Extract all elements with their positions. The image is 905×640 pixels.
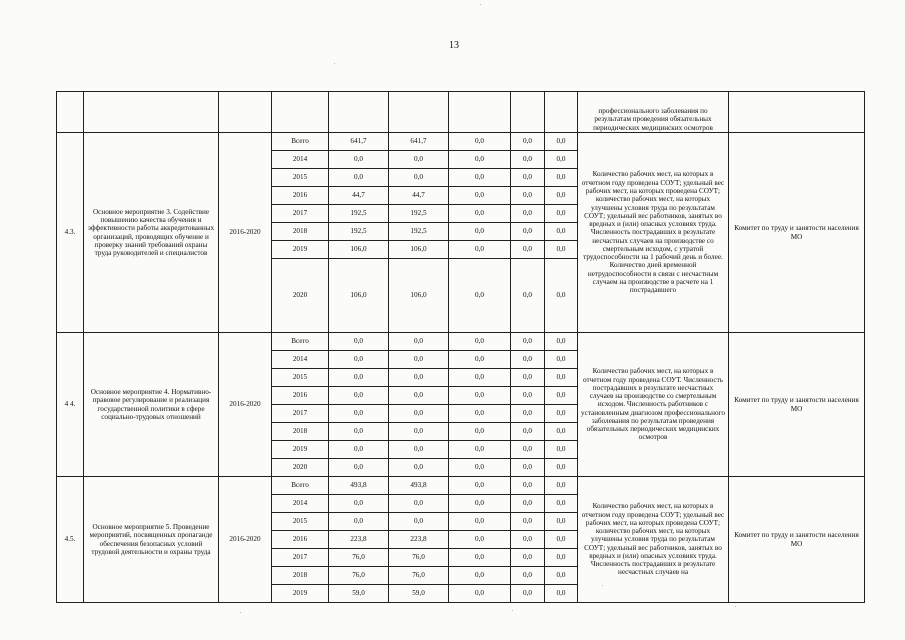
section-responsible: Комитет по труду и занятости населения МО xyxy=(729,477,865,603)
amount-cell: 0,0 xyxy=(329,513,389,531)
amount-cell: 0,0 xyxy=(449,495,511,513)
amount-cell: 192,5 xyxy=(329,205,389,223)
amount-cell: 0,0 xyxy=(545,333,578,351)
amount-cell: 0,0 xyxy=(511,241,545,259)
amount-cell: 106,0 xyxy=(329,259,389,333)
cell-empty xyxy=(729,92,865,133)
amount-cell: 0,0 xyxy=(389,351,449,369)
amount-cell: 0,0 xyxy=(449,241,511,259)
year-cell: 2015 xyxy=(272,369,329,387)
amount-cell: 0,0 xyxy=(389,333,449,351)
amount-cell: 0,0 xyxy=(511,405,545,423)
amount-cell: 0,0 xyxy=(449,477,511,495)
amount-cell: 0,0 xyxy=(389,405,449,423)
amount-cell: 641,7 xyxy=(329,133,389,151)
year-cell: 2016 xyxy=(272,187,329,205)
amount-cell: 0,0 xyxy=(545,223,578,241)
amount-cell: 0,0 xyxy=(511,459,545,477)
amount-cell: 106,0 xyxy=(329,241,389,259)
amount-cell: 0,0 xyxy=(449,205,511,223)
amount-cell: 0,0 xyxy=(545,241,578,259)
amount-cell: 0,0 xyxy=(389,169,449,187)
section-indicators: Количество рабочих мест, на которых в отчетном году проведена СОУТ. Численность пострадавших в результате несчастных случаев на производстве со смертельным исходом. Численность работников с установленным диагнозом профессионального заболевания по результатам проведения обязательных периодических медицинских осмотров xyxy=(578,333,729,477)
amount-cell: 0,0 xyxy=(545,531,578,549)
section-number: 4 4. xyxy=(57,333,84,477)
amount-cell: 0,0 xyxy=(545,495,578,513)
amount-cell: 0,0 xyxy=(389,459,449,477)
year-cell: 2014 xyxy=(272,351,329,369)
amount-cell: 0,0 xyxy=(329,405,389,423)
amount-cell: 0,0 xyxy=(511,169,545,187)
amount-cell: 0,0 xyxy=(389,441,449,459)
cell-empty xyxy=(449,92,511,133)
amount-cell: 223,8 xyxy=(389,531,449,549)
year-cell: 2017 xyxy=(272,549,329,567)
section-number: 4.3. xyxy=(57,133,84,333)
amount-cell: 0,0 xyxy=(449,585,511,603)
amount-cell: 0,0 xyxy=(545,585,578,603)
page-number: 13 xyxy=(449,40,459,51)
amount-cell: 106,0 xyxy=(389,259,449,333)
amount-cell: 0,0 xyxy=(329,387,389,405)
year-cell: 2015 xyxy=(272,513,329,531)
amount-cell: 0,0 xyxy=(511,423,545,441)
amount-cell: 0,0 xyxy=(511,187,545,205)
table-row xyxy=(57,333,865,351)
table-row xyxy=(57,133,865,151)
amount-cell: 0,0 xyxy=(389,369,449,387)
year-cell: 2014 xyxy=(272,495,329,513)
table-row-continuation xyxy=(57,92,865,133)
amount-cell: 44,7 xyxy=(329,187,389,205)
amount-cell: 493,8 xyxy=(389,477,449,495)
amount-cell: 106,0 xyxy=(389,241,449,259)
amount-cell: 0,0 xyxy=(389,151,449,169)
amount-cell: 76,0 xyxy=(389,549,449,567)
program-table xyxy=(56,91,865,603)
amount-cell: 0,0 xyxy=(449,441,511,459)
amount-cell: 0,0 xyxy=(389,495,449,513)
amount-cell: 0,0 xyxy=(449,387,511,405)
section-period: 2016-2020 xyxy=(219,477,272,603)
amount-cell: 0,0 xyxy=(545,169,578,187)
amount-cell: 0,0 xyxy=(329,495,389,513)
year-cell: 2018 xyxy=(272,223,329,241)
cell-empty xyxy=(329,92,389,133)
amount-cell: 0,0 xyxy=(511,531,545,549)
section-name: Основное мероприятие 5. Проведение мероприятий, посвященных пропаганде обеспечения безопасных условий трудовой деятельности и охраны труда xyxy=(84,477,219,603)
amount-cell: 0,0 xyxy=(511,567,545,585)
section-indicators: Количество рабочих мест, на которых в отчетном году проведена СОУТ; удельный вес рабочих мест, на которых проведена СОУТ; количество рабочих мест, на которых улучшены условия труда по результатам СОУТ; удельный вес работников, занятых во вредных и (или) опасных условиях труда. Численность пострадавших в результате несчастных случаев на производстве со смертельным исходом, с утратой трудоспособности на 1 рабочий день и более. Количество дней временной нетрудоспособности в связи с несчастным случаем на производстве в расчете на 1 пострадавшего xyxy=(578,133,729,333)
year-cell: 2018 xyxy=(272,567,329,585)
amount-cell: 0,0 xyxy=(449,459,511,477)
amount-cell: 0,0 xyxy=(545,205,578,223)
amount-cell: 223,8 xyxy=(329,531,389,549)
amount-cell: 0,0 xyxy=(545,477,578,495)
amount-cell: 0,0 xyxy=(449,223,511,241)
amount-cell: 0,0 xyxy=(511,133,545,151)
section-name: Основное мероприятие 3. Содействие повышению качества обучения и эффективности работы аккредитованных организаций, проводящих обучение и проверку знаний требований охраны труда руководителей и специалистов xyxy=(84,133,219,333)
scan-speck xyxy=(735,606,736,607)
year-cell: 2019 xyxy=(272,585,329,603)
amount-cell: 0,0 xyxy=(511,205,545,223)
cell-empty xyxy=(219,92,272,133)
amount-cell: 0,0 xyxy=(329,369,389,387)
amount-cell: 0,0 xyxy=(511,477,545,495)
amount-cell: 0,0 xyxy=(389,387,449,405)
amount-cell: 0,0 xyxy=(389,513,449,531)
amount-cell: 0,0 xyxy=(545,369,578,387)
amount-cell: 0,0 xyxy=(545,405,578,423)
amount-cell: 0,0 xyxy=(329,151,389,169)
amount-cell: 0,0 xyxy=(389,423,449,441)
amount-cell: 0,0 xyxy=(449,405,511,423)
year-cell: Всего xyxy=(272,477,329,495)
amount-cell: 0,0 xyxy=(449,369,511,387)
section-indicators: Количество рабочих мест, на которых в отчетном году проведена СОУТ; удельный вес рабочих мест, на которых проведена СОУТ; количество рабочих мест, на которых улучшены условия труда по результатам СОУТ; удельный вес работников, занятых во вредных и (или) опасных условиях труда. Численность пострадавших в результате несчастных случаев на xyxy=(578,477,729,603)
amount-cell: 0,0 xyxy=(449,333,511,351)
table-body xyxy=(57,92,865,603)
year-cell: 2019 xyxy=(272,241,329,259)
amount-cell: 0,0 xyxy=(511,513,545,531)
amount-cell: 0,0 xyxy=(545,151,578,169)
amount-cell: 0,0 xyxy=(545,423,578,441)
amount-cell: 44,7 xyxy=(389,187,449,205)
cell-empty xyxy=(272,92,329,133)
year-cell: 2015 xyxy=(272,169,329,187)
amount-cell: 0,0 xyxy=(511,441,545,459)
amount-cell: 641,7 xyxy=(389,133,449,151)
year-cell: 2020 xyxy=(272,459,329,477)
amount-cell: 0,0 xyxy=(545,459,578,477)
scan-speck xyxy=(480,4,481,5)
amount-cell: 0,0 xyxy=(545,351,578,369)
cell-empty xyxy=(511,92,545,133)
amount-cell: 0,0 xyxy=(329,441,389,459)
amount-cell: 192,5 xyxy=(389,205,449,223)
year-cell: Всего xyxy=(272,333,329,351)
year-cell: 2017 xyxy=(272,405,329,423)
amount-cell: 0,0 xyxy=(545,549,578,567)
amount-cell: 76,0 xyxy=(329,567,389,585)
amount-cell: 0,0 xyxy=(511,387,545,405)
year-cell: 2019 xyxy=(272,441,329,459)
year-cell: 2018 xyxy=(272,423,329,441)
amount-cell: 59,0 xyxy=(389,585,449,603)
year-cell: 2014 xyxy=(272,151,329,169)
indicators-cell: профессионального заболевания по результатам проведения обязательных периодических медицинских осмотров xyxy=(578,92,729,133)
amount-cell: 0,0 xyxy=(449,169,511,187)
amount-cell: 0,0 xyxy=(329,423,389,441)
amount-cell: 0,0 xyxy=(511,223,545,241)
amount-cell: 0,0 xyxy=(511,259,545,333)
amount-cell: 0,0 xyxy=(449,151,511,169)
amount-cell: 0,0 xyxy=(511,585,545,603)
amount-cell: 0,0 xyxy=(329,459,389,477)
amount-cell: 0,0 xyxy=(545,513,578,531)
amount-cell: 0,0 xyxy=(449,531,511,549)
amount-cell: 0,0 xyxy=(449,549,511,567)
amount-cell: 0,0 xyxy=(545,133,578,151)
amount-cell: 0,0 xyxy=(449,513,511,531)
amount-cell: 0,0 xyxy=(449,187,511,205)
amount-cell: 0,0 xyxy=(545,567,578,585)
year-cell: 2016 xyxy=(272,531,329,549)
year-cell: 2020 xyxy=(272,259,329,333)
amount-cell: 59,0 xyxy=(329,585,389,603)
section-period: 2016-2020 xyxy=(219,333,272,477)
scan-speck xyxy=(334,63,335,64)
amount-cell: 0,0 xyxy=(449,133,511,151)
section-period: 2016-2020 xyxy=(219,133,272,333)
cell-empty xyxy=(545,92,578,133)
scan-speck xyxy=(240,612,241,613)
amount-cell: 0,0 xyxy=(329,333,389,351)
amount-cell: 0,0 xyxy=(511,333,545,351)
amount-cell: 0,0 xyxy=(511,369,545,387)
amount-cell: 0,0 xyxy=(449,259,511,333)
table-row xyxy=(57,477,865,495)
amount-cell: 76,0 xyxy=(389,567,449,585)
scan-speck xyxy=(512,610,513,611)
section-number: 4.5. xyxy=(57,477,84,603)
cell-empty xyxy=(84,92,219,133)
amount-cell: 0,0 xyxy=(329,169,389,187)
amount-cell: 192,5 xyxy=(389,223,449,241)
year-cell: Всего xyxy=(272,133,329,151)
amount-cell: 0,0 xyxy=(545,259,578,333)
year-cell: 2017 xyxy=(272,205,329,223)
section-responsible: Комитет по труду и занятости населения МО xyxy=(729,133,865,333)
amount-cell: 0,0 xyxy=(511,495,545,513)
amount-cell: 0,0 xyxy=(449,423,511,441)
amount-cell: 0,0 xyxy=(511,151,545,169)
amount-cell: 0,0 xyxy=(545,187,578,205)
amount-cell: 192,5 xyxy=(329,223,389,241)
year-cell: 2016 xyxy=(272,387,329,405)
cell-empty xyxy=(57,92,84,133)
section-responsible: Комитет по труду и занятости населения МО xyxy=(729,333,865,477)
amount-cell: 0,0 xyxy=(449,567,511,585)
amount-cell: 0,0 xyxy=(511,549,545,567)
amount-cell: 0,0 xyxy=(545,387,578,405)
cell-empty xyxy=(389,92,449,133)
section-name: Основное мероприятие 4. Нормативно-правовое регулирование и реализация государственной политики в сфере социально-трудовых отношений xyxy=(84,333,219,477)
amount-cell: 0,0 xyxy=(511,351,545,369)
amount-cell: 493,8 xyxy=(329,477,389,495)
amount-cell: 0,0 xyxy=(449,351,511,369)
amount-cell: 0,0 xyxy=(329,351,389,369)
amount-cell: 0,0 xyxy=(545,441,578,459)
amount-cell: 76,0 xyxy=(329,549,389,567)
